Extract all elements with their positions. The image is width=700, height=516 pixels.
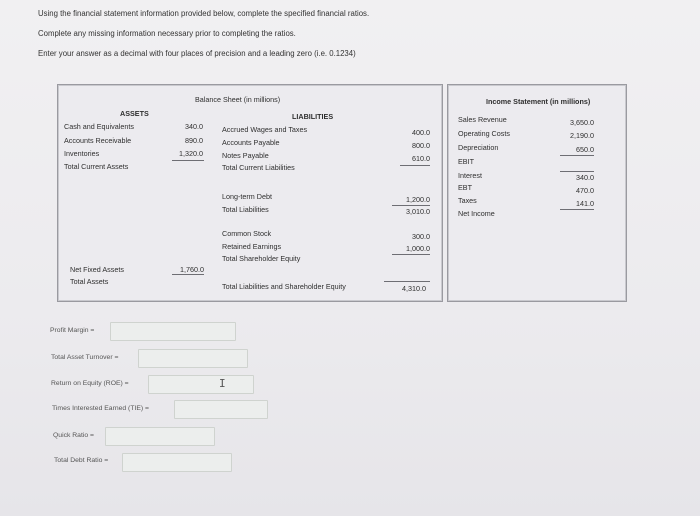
- ratio-label-quick: Quick Ratio =: [53, 432, 94, 439]
- total-liab-equity-label: Total Liabilities and Shareholder Equity: [222, 282, 346, 291]
- balance-sheet-title: Balance Sheet (in millions): [195, 95, 281, 104]
- instruction-line-3: Enter your answer as a decimal with four places of precision and a leading zero (i.e. 0.1234): [38, 49, 356, 58]
- income-value-taxes: 141.0: [576, 199, 594, 208]
- instruction-line-1: Using the financial statement information provided below, complete the specified financial ratios.: [38, 9, 370, 18]
- income-value-interest: 340.0: [576, 173, 594, 182]
- ratio-label-total-asset-turnover: Total Asset Turnover =: [51, 354, 119, 361]
- liability-value-accrued: 400.0: [412, 128, 430, 137]
- liability-value-payable: 800.0: [412, 141, 430, 150]
- liability-total-rule: [392, 205, 430, 206]
- income-label-net-income: Net Income: [458, 209, 495, 218]
- income-label-taxes: Taxes: [458, 196, 477, 205]
- income-ebit-rule: [560, 155, 594, 156]
- income-value-operating-costs: 2,190.0: [570, 131, 594, 140]
- total-asset-turnover-input[interactable]: [138, 349, 248, 368]
- liability-subtotal-rule: [400, 165, 430, 166]
- liabilities-header: LIABILITIES: [292, 112, 334, 121]
- ratio-label-profit-margin: Profit Margin =: [50, 327, 95, 334]
- asset-label-total-current: Total Current Assets: [64, 162, 129, 171]
- equity-value-retained-earnings: 1,000.0: [406, 244, 430, 253]
- asset-label-total: Total Assets: [70, 277, 109, 286]
- income-net-rule: [560, 209, 594, 210]
- text-cursor-icon: I: [219, 377, 226, 390]
- income-interest-rule: [560, 171, 594, 172]
- liability-label-total-current: Total Current Liabilities: [222, 163, 295, 172]
- asset-value-cash: 340.0: [185, 122, 203, 131]
- asset-value-receivable: 890.0: [185, 136, 203, 145]
- instruction-line-2: Complete any missing information necessary prior to completing the ratios.: [38, 29, 296, 38]
- liability-value-long-term-debt: 1,200.0: [406, 195, 430, 204]
- total-liab-equity-value: 4,310.0: [402, 284, 426, 293]
- total-liab-equity-rule: [384, 281, 430, 282]
- assets-header: ASSETS: [120, 109, 149, 118]
- liability-label-total-liabilities: Total Liabilities: [222, 205, 269, 214]
- liability-label-payable: Accounts Payable: [222, 138, 280, 147]
- equity-label-retained-earnings: Retained Earnings: [222, 242, 282, 251]
- income-value-sales: 3,650.0: [570, 118, 594, 127]
- roe-input[interactable]: [148, 375, 254, 394]
- income-label-interest: Interest: [458, 171, 482, 180]
- income-value-depreciation: 650.0: [576, 145, 594, 154]
- total-debt-ratio-input[interactable]: [122, 453, 232, 472]
- asset-subtotal-rule: [172, 160, 204, 161]
- ratio-label-tie: Times Interested Earned (TIE) =: [52, 405, 150, 412]
- equity-label-common-stock: Common Stock: [222, 229, 272, 238]
- asset-value-inventories: 1,320.0: [179, 149, 203, 158]
- profit-margin-input[interactable]: [110, 322, 236, 341]
- liability-value-total-liabilities: 3,010.0: [406, 207, 430, 216]
- asset-label-net-fixed: Net Fixed Assets: [70, 265, 124, 274]
- ratio-label-roe: Return on Equity (ROE) =: [51, 380, 129, 387]
- asset-value-net-fixed: 1,760.0: [180, 265, 204, 274]
- equity-value-common-stock: 300.0: [412, 232, 430, 241]
- quick-ratio-input[interactable]: [105, 427, 215, 446]
- income-label-ebit: EBIT: [458, 157, 474, 166]
- liability-label-accrued: Accrued Wages and Taxes: [222, 125, 308, 134]
- tie-input[interactable]: [174, 400, 268, 419]
- ratio-label-total-debt: Total Debt Ratio =: [54, 457, 109, 464]
- equity-label-total: Total Shareholder Equity: [222, 254, 301, 263]
- liability-label-notes: Notes Payable: [222, 151, 269, 160]
- liability-value-notes: 610.0: [412, 154, 430, 163]
- income-label-operating-costs: Operating Costs: [458, 129, 510, 138]
- income-statement-title: Income Statement (in millions): [486, 97, 591, 106]
- asset-label-inventories: Inventories: [64, 149, 100, 158]
- asset-total-rule: [172, 274, 204, 275]
- income-label-depreciation: Depreciation: [458, 143, 499, 152]
- income-label-sales: Sales Revenue: [458, 115, 507, 124]
- income-label-ebt: EBT: [458, 183, 472, 192]
- liability-label-long-term-debt: Long-term Debt: [222, 192, 272, 201]
- asset-label-cash: Cash and Equivalents: [64, 122, 134, 131]
- asset-label-receivable: Accounts Receivable: [64, 136, 132, 145]
- income-value-ebt: 470.0: [576, 186, 594, 195]
- equity-total-rule: [392, 254, 430, 255]
